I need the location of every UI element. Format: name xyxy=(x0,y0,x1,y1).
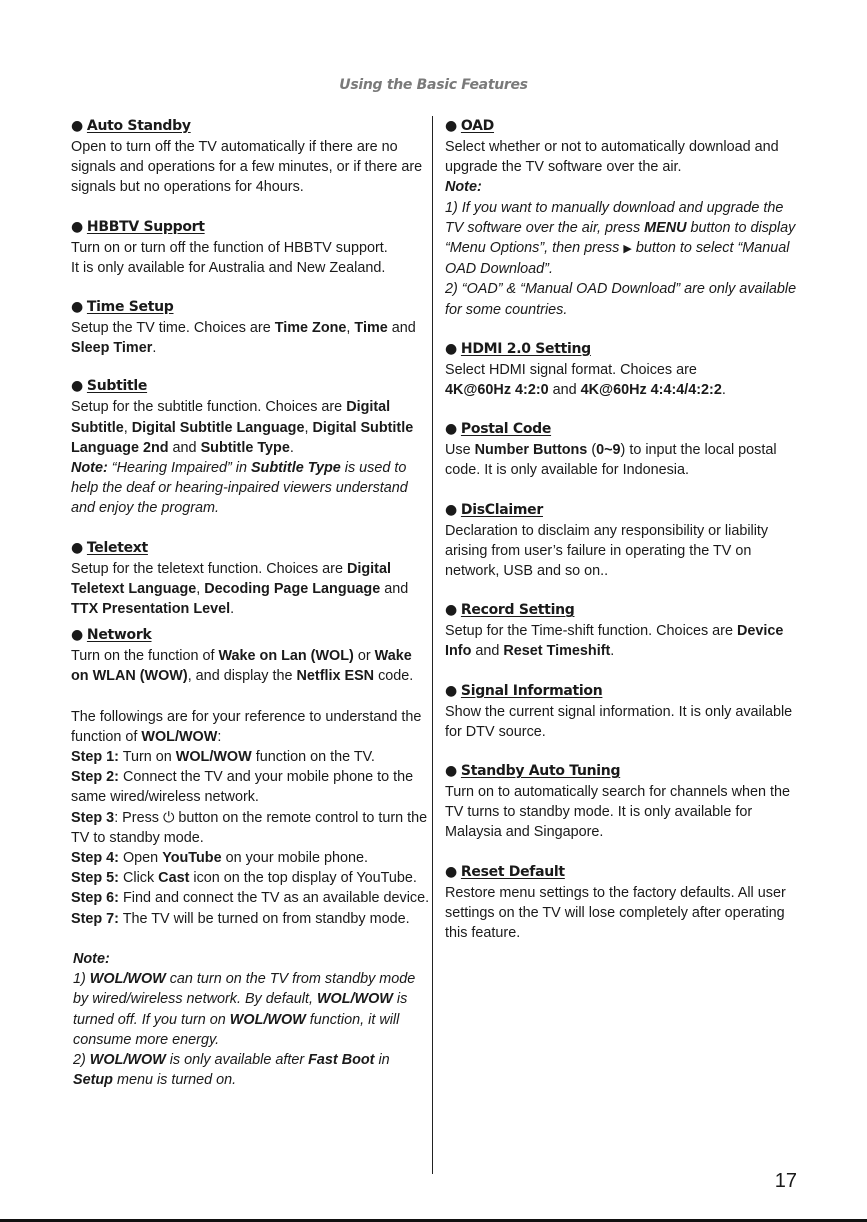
section-heading: ● Time Setup xyxy=(71,299,174,316)
section-heading: ● Teletext xyxy=(71,539,148,556)
section-signal-information xyxy=(445,681,805,742)
page-number: 17 xyxy=(774,1170,797,1192)
section-body: Declaration to disclaim any responsibility or liability arising from user’s failure in operating the TV on network, USB and so on.. xyxy=(445,522,769,580)
power-icon: ⏻ xyxy=(162,809,175,826)
oad-note xyxy=(445,177,805,319)
section-heading: ● Record Setting xyxy=(445,602,575,619)
bullet-icon: ● xyxy=(445,118,457,134)
section-hbbtv-support xyxy=(71,217,432,278)
section-body: Setup for the teletext function. Choices are Digital Teletext Language, Decoding Page Language and TTX Presentation Level. xyxy=(71,560,409,618)
bullet-icon: ● xyxy=(445,863,457,880)
section-reset-default xyxy=(445,862,805,944)
section-subtitle xyxy=(71,376,432,518)
step-4: Step 4: Open YouTube on your mobile phone. xyxy=(71,850,369,867)
bullet-icon: ● xyxy=(71,378,83,395)
section-heading: ● Standby Auto Tuning xyxy=(445,763,621,780)
bullet-icon: ● xyxy=(445,763,457,780)
section-body: Restore menu settings to the factory defaults. All user settings on the TV will lose completely after operating this feature. xyxy=(445,884,786,942)
bullet-icon: ● xyxy=(445,340,457,357)
section-heading: ● Postal Code xyxy=(445,421,552,438)
section-body: Setup the TV time. Choices are Time Zone, Time and Sleep Timer. xyxy=(71,320,416,357)
section-body: Turn on the function of Wake on Lan (WOL) or Wake on WLAN (WOW), and display the Netflix ESN code. xyxy=(71,648,414,685)
step-3: Step 3: Press ⏻ button on the remote control to turn the TV to standby mode. xyxy=(71,809,428,846)
bullet-icon: ● xyxy=(71,539,83,556)
section-body: Select whether or not to automatically download and upgrade the TV software over the air. xyxy=(445,139,779,176)
section-standby-auto-tuning xyxy=(445,761,805,843)
section-record-setting xyxy=(445,600,805,661)
step-1: Step 1: Turn on WOL/WOW function on the TV. xyxy=(71,749,375,766)
column-divider xyxy=(432,116,433,1174)
section-body: Setup for the subtitle function. Choices are Digital Subtitle, Digital Subtitle Language, Digital Subtitle Language 2nd and Subtitle Type. xyxy=(71,399,414,456)
note-item-1: 1) If you want to manually download and upgrade the TV software over the air, press MENU button to display “Menu Options”, then press ▶ button to select “Manual OAD Download”. xyxy=(445,199,796,278)
section-body: Setup for the Time-shift function. Choices are Device Info and Reset Timeshift. xyxy=(445,623,784,660)
section-teletext xyxy=(71,538,432,620)
section-heading: ● Signal Information xyxy=(445,682,603,699)
section-heading: ● HBBTV Support xyxy=(71,218,205,235)
section-oad xyxy=(445,116,805,320)
section-heading: ● Network xyxy=(71,627,152,644)
step-2: Step 2: Connect the TV and your mobile phone to the same wired/wireless network. xyxy=(71,769,414,806)
network-note xyxy=(71,949,432,1090)
note-item-2: 2) WOL/WOW is only available after Fast Boot in Setup menu is turned on. xyxy=(73,1051,390,1089)
section-heading: ● Subtitle xyxy=(71,378,148,395)
step-7: Step 7: The TV will be turned on from standby mode. xyxy=(71,910,410,927)
step-6: Step 6: Find and connect the TV as an available device. xyxy=(71,890,430,907)
bullet-icon: ● xyxy=(71,118,83,134)
section-heading: ● Reset Default xyxy=(445,863,565,880)
section-body: Turn on or turn off the function of HBBTV support. xyxy=(71,239,388,256)
section-disclaimer xyxy=(445,500,805,582)
section-body: Use Number Buttons (0~9) to input the local postal code. It is only available for Indonesia. xyxy=(445,442,777,479)
bullet-icon: ● xyxy=(445,602,457,619)
section-heading: ● Auto Standby xyxy=(71,118,191,134)
section-body: It is only available for Australia and New Zealand. xyxy=(71,259,386,276)
section-heading: ● HDMI 2.0 Setting xyxy=(445,340,591,357)
section-body: Show the current signal information. It is only available for DTV source. xyxy=(445,703,793,740)
step-5: Step 5: Click Cast icon on the top display of YouTube. xyxy=(71,870,417,887)
subtitle-note: Note: “Hearing Impaired” in Subtitle Type is used to help the deaf or hearing-inpaired viewers understand and enjoy the program. xyxy=(71,460,408,517)
play-icon: ▶ xyxy=(623,243,632,256)
bullet-icon: ● xyxy=(445,421,457,438)
bullet-icon: ● xyxy=(445,501,457,518)
bullet-icon: ● xyxy=(71,218,83,235)
left-column xyxy=(71,116,432,1090)
section-heading: ● DisClaimer xyxy=(445,501,543,518)
section-network xyxy=(71,625,432,1090)
section-auto-standby xyxy=(71,116,432,198)
note-label: Note: xyxy=(445,179,482,196)
section-body: Open to turn off the TV automatically if there are no signals and operations for a few minutes, or if there are signals but no operations for 4hours. xyxy=(71,139,423,196)
note-item-2: 2) “OAD” & “Manual OAD Download” are only available for some countries. xyxy=(445,281,797,318)
section-body: Select HDMI signal format. Choices are xyxy=(445,361,697,378)
bullet-icon: ● xyxy=(71,627,83,644)
section-postal-code xyxy=(445,419,805,480)
page-header: Using the Basic Features xyxy=(339,77,528,93)
right-column xyxy=(445,116,805,943)
section-hdmi-setting xyxy=(445,339,805,400)
note-label: Note: xyxy=(73,950,110,967)
bullet-icon: ● xyxy=(445,682,457,699)
bullet-icon: ● xyxy=(71,299,83,316)
note-item-1: 1) WOL/WOW can turn on the TV from standby mode by wired/wireless network. By default, WOL/WOW is turned off. If you turn on WOL/WOW function, it will consume more energy. xyxy=(73,971,416,1048)
section-heading: ● OAD xyxy=(445,118,495,134)
section-time-setup xyxy=(71,297,432,358)
section-body: Turn on to automatically search for channels when the TV turns to standby mode. It is only available for Malaysia and Singapore. xyxy=(445,784,791,841)
network-reference: The followings are for your reference to understand the function of WOL/WOW: xyxy=(71,708,422,745)
hdmi-choices: 4K@60Hz 4:2:0 and 4K@60Hz 4:4:4/4:2:2. xyxy=(445,382,726,399)
